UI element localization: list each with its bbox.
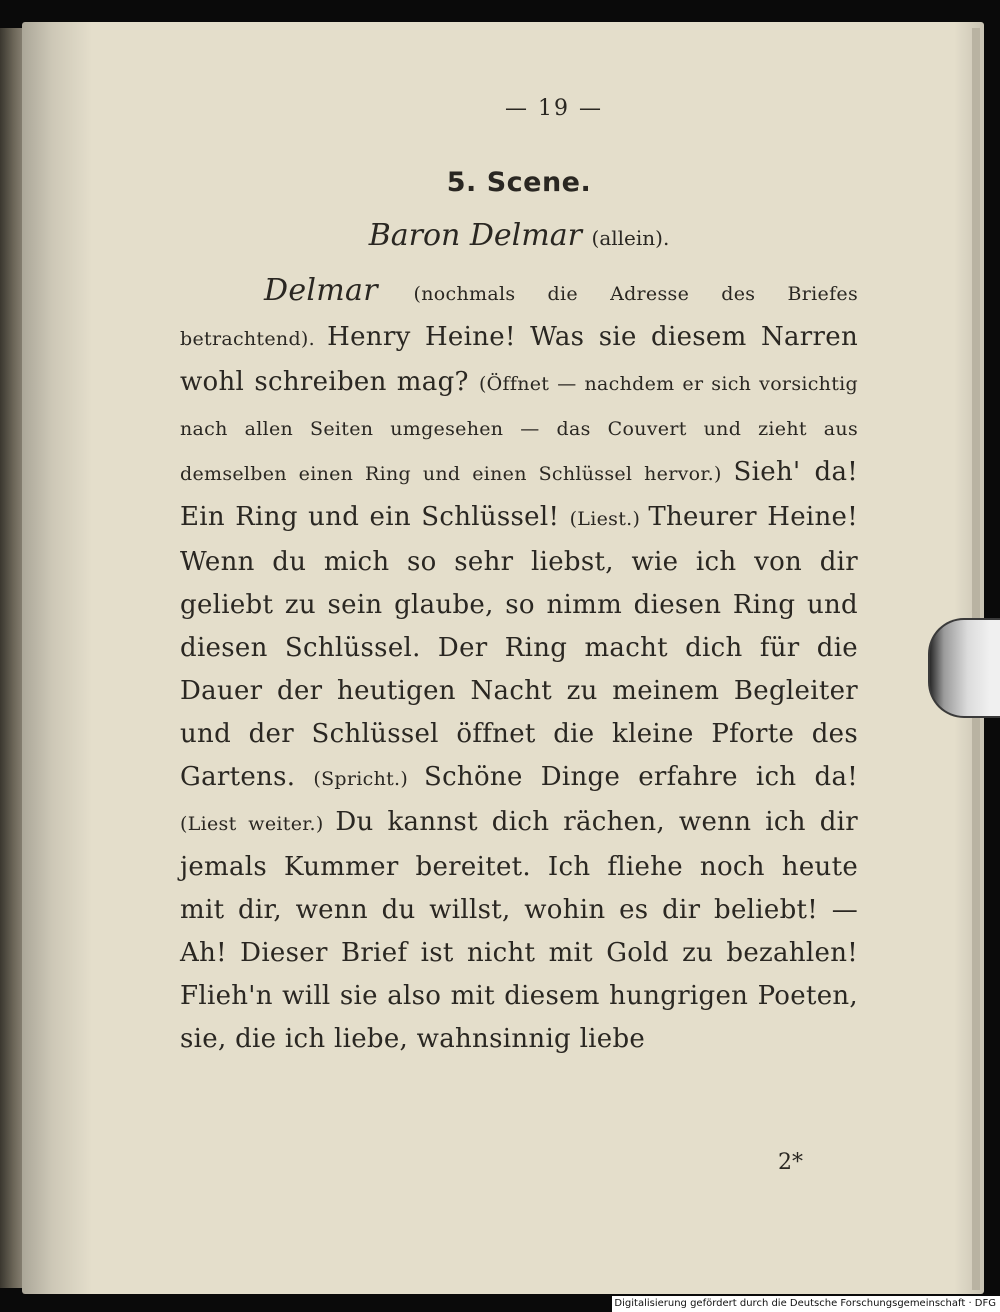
- page-number: — 19 —: [505, 96, 603, 121]
- stage-direction: (Liest weiter.): [180, 813, 336, 835]
- speaker-name: Delmar: [264, 273, 414, 308]
- spoken-text: Du kannst dich rächen, wenn ich dir jemals Kummer bereitet. Ich fliehe noch heute mit dir, wenn du willst, wohin es dir beliebt! — Ah! Dieser Brief ist nicht mit Gold zu bezahlen! Flieh'n will sie also mit diesem hungrigen Poeten, sie, die ich liebe, wahnsinnig liebe: [180, 807, 858, 1054]
- scene-heading: 5. Scene.: [446, 167, 592, 198]
- signature-mark: 2*: [778, 1150, 803, 1175]
- thumb-index-tab: [928, 618, 1000, 718]
- character-line: [180, 218, 858, 253]
- stage-direction: (Spricht.): [313, 768, 424, 790]
- spoken-text: Henry Heine! Was sie diesem Narren wohl schreiben mag?: [180, 322, 858, 397]
- stage-direction: (Liest.): [569, 508, 649, 530]
- spoken-text: Schöne Dinge erfahre ich da!: [423, 762, 859, 792]
- stage-direction: (allein).: [591, 226, 670, 250]
- dialogue-paragraph: [180, 269, 858, 1061]
- page-content: [180, 96, 858, 1087]
- stage-direction: (Öffnet — nachdem er sich vorsichtig nach allen Seiten umgesehen — das Couvert und zieht aus demselben einen Ring und einen Schlüssel hervor.): [180, 373, 858, 485]
- spoken-text: Theurer Heine! Wenn du mich so sehr liebst, wie ich von dir geliebt zu sein glaube, so nimm diesen Ring und diesen Schlüssel. Der Ring macht dich für die Dauer der heutigen Nacht zu meinem Begleiter und der Schlüssel öffnet die kleine Pforte des Gartens.: [180, 502, 858, 792]
- stage-direction: (nochmals die Adresse des Briefes betrachtend).: [180, 283, 858, 350]
- spoken-text: Sieh' da! Ein Ring und ein Schlüssel!: [180, 457, 858, 532]
- character-name: Baron Delmar: [368, 218, 582, 253]
- digitization-credit: Digitalisierung gefördert durch die Deutsche Forschungsgemeinschaft · DFG: [612, 1296, 1000, 1312]
